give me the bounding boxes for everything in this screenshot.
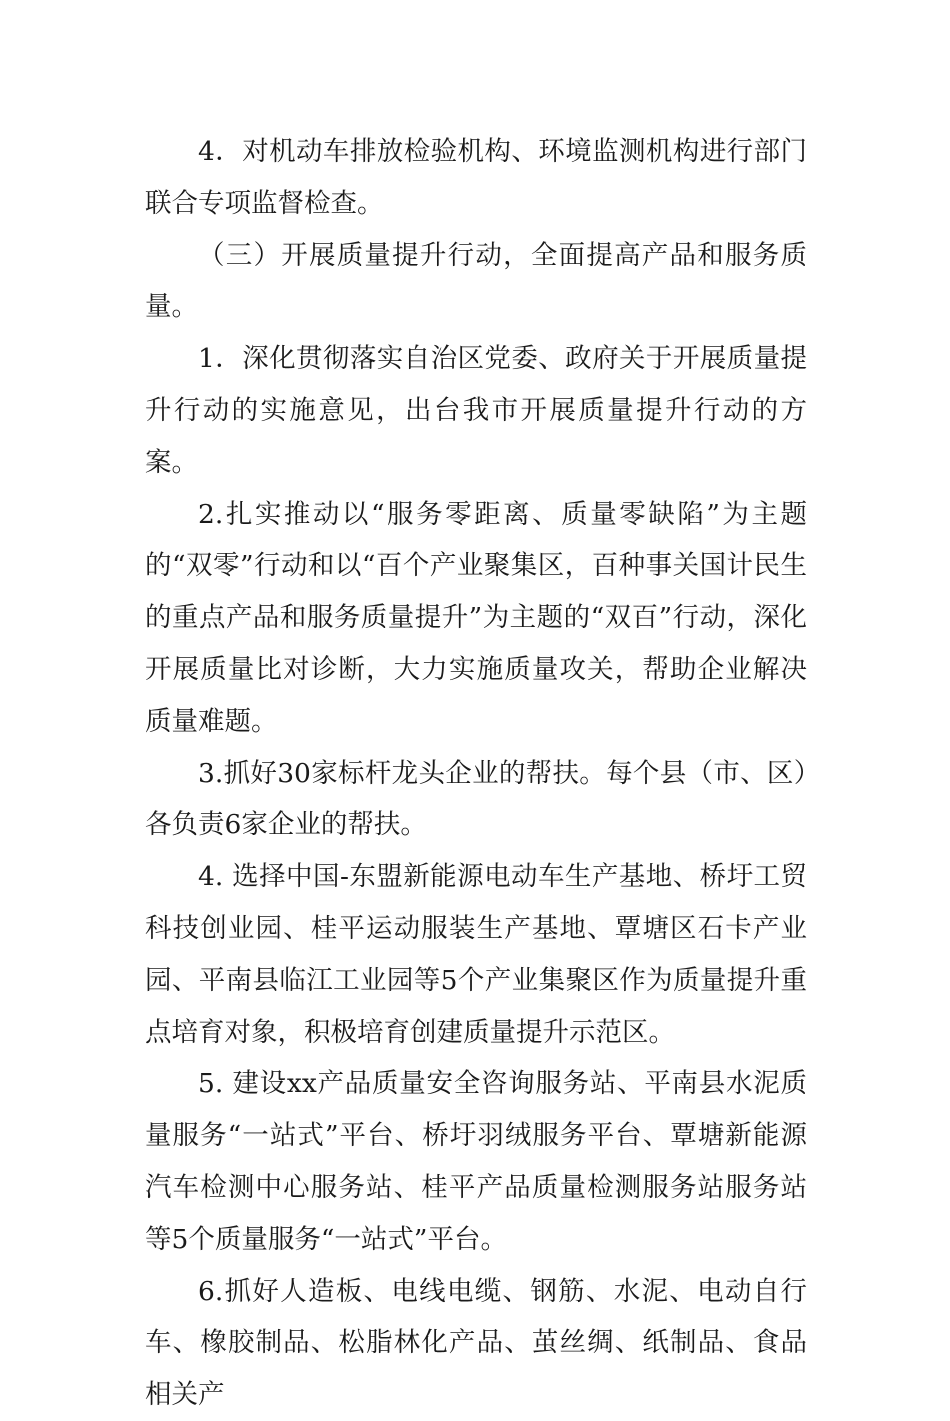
paragraph-item-2: 2.扎实推动以“服务零距离、质量零缺陷”为主题的“双零”行动和以“百个产业聚集区，百种事关国计民生的重点产品和服务质量提升”为主题的“双百”行动，深化开展质量比对诊断，大力实施质量攻关，帮助企业解决质量难题。	[145, 498, 807, 737]
paragraph-item-6: 6.抓好人造板、电线电缆、钢筋、水泥、电动自行车、橡胶制品、松脂林化产品、茧丝绸、纸制品、食品相关产	[145, 1275, 807, 1411]
paragraph-item-4-inspection: 4．对机动车排放检验机构、环境监测机构进行部门联合专项监督检查。	[145, 136, 807, 219]
paragraph-item-5: 5. 建设xx产品质量安全咨询服务站、平南县水泥质量服务“一站式”平台、桥圩羽绒服务平台、覃塘新能源汽车检测中心服务站、桂平产品质量检测服务站服务站等5个质量服务“一站式”平台。	[145, 1068, 807, 1255]
paragraph-item-3: 3.抓好30家标杆龙头企业的帮扶。每个县（市、区）各负责6家企业的帮扶。	[145, 757, 807, 841]
document-body	[145, 126, 807, 1421]
paragraph-item-4: 4. 选择中国-东盟新能源电动车生产基地、桥圩工贸科技创业园、桂平运动服装生产基地、覃塘区石卡产业园、平南县临江工业园等5个产业集聚区作为质量提升重点培育对象，积极培育创建质量提升示范区。	[145, 861, 807, 1048]
paragraph-item-1: 1．深化贯彻落实自治区党委、政府关于开展质量提升行动的实施意见，出台我市开展质量提升行动的方案。	[145, 343, 807, 478]
section-heading-quality-improvement: （三）开展质量提升行动，全面提高产品和服务质量。	[145, 239, 807, 323]
